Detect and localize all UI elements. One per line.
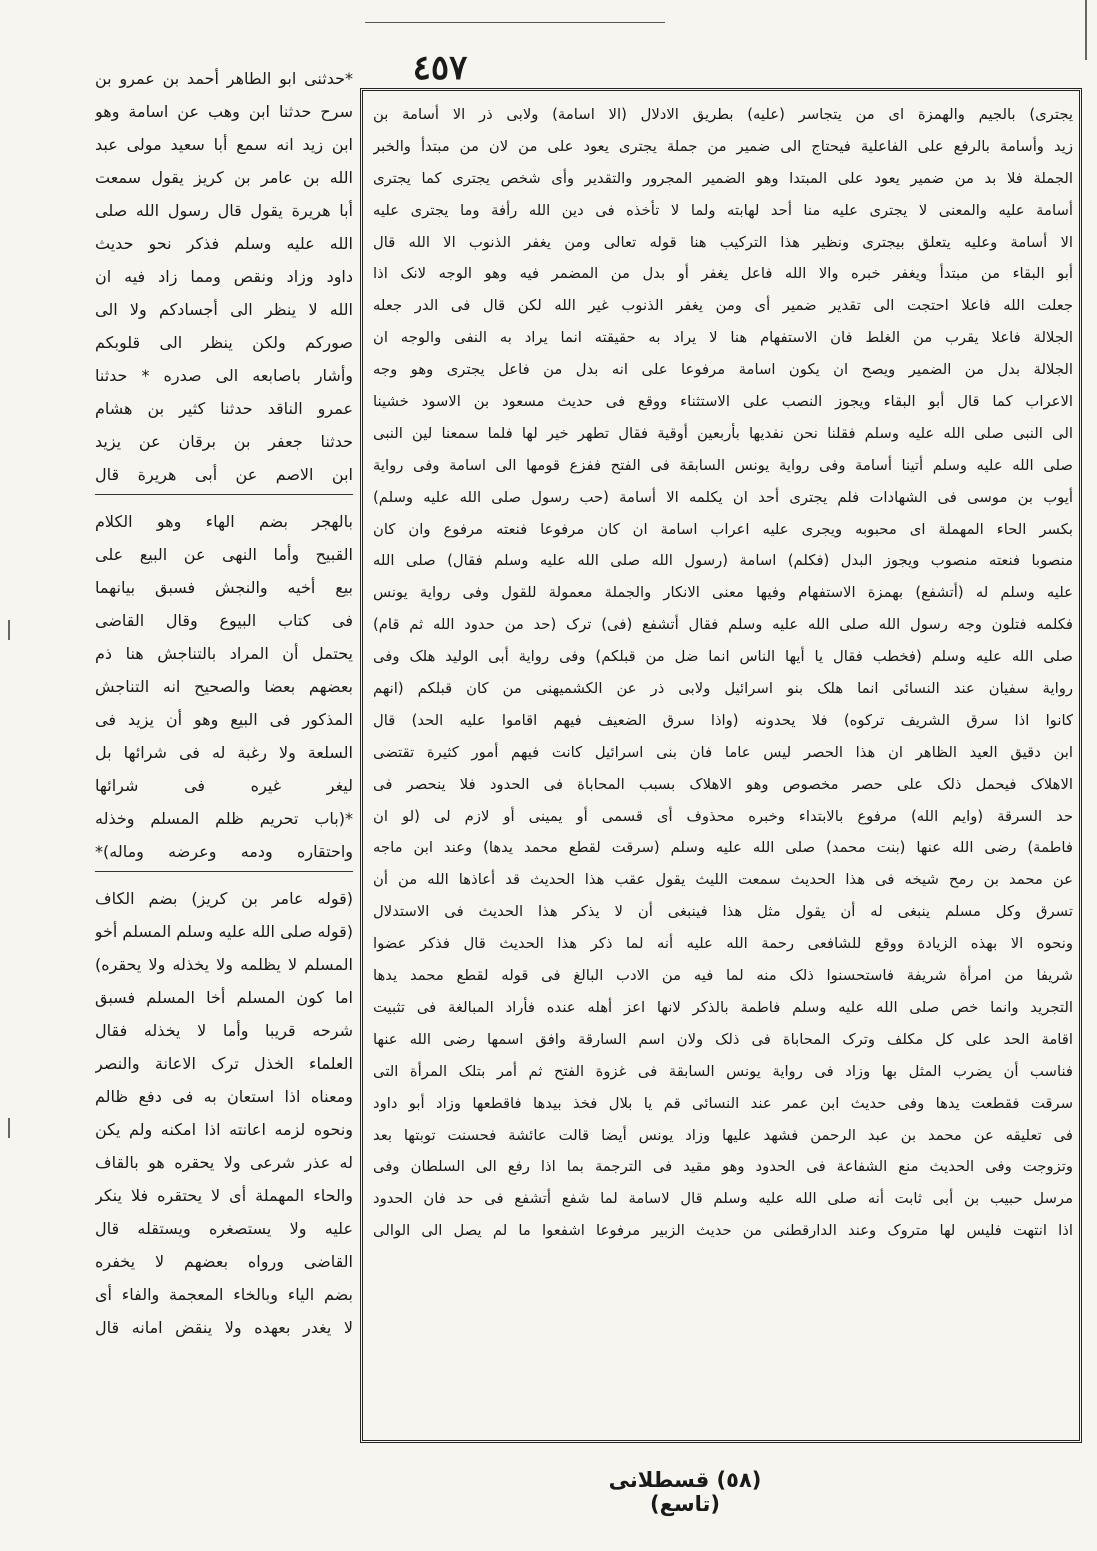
text-line: وتزوجت وفی الحدیث منع الشفاعة فی الحدود وهو مقید فی الترجمة بما اذا رفع الی السلطان وفی — [373, 1158, 1073, 1176]
left-divider — [95, 494, 353, 501]
left-block-commentary — [95, 505, 353, 868]
text-line: الله بن عامر بن کریز یقول سمعت — [95, 168, 353, 187]
main-column — [373, 99, 1073, 1434]
text-line: یجتری) بالجیم والهمزة ای من یتجاسر (علیه) بطریق الادلال (الا اسامة) ولابی ذر الا أسامة بن — [373, 106, 1073, 123]
left-divider — [95, 871, 353, 878]
text-line: *(باب تحریم ظلم المسلم وخذله — [95, 809, 353, 828]
text-line: الجلالة بدل من الضمیر ویصح ان یکون اسامة مرفوعا علی انه بدل من فاعل یجتری وهو وجه — [373, 361, 1073, 379]
text-line: فی کتاب البیوع وقال القاضی — [95, 611, 353, 630]
text-line: الی النبی صلی الله علیه وسلم فقلنا نحن نفدیها بأربعین أوقیة فقال تطهر خیر لها فلما سمعنا لین النبی — [373, 424, 1073, 442]
text-line: التجرید وانما خص صلی الله علیه وسلم فاطمة بالذکر لانها اعز أهله عنده فأراد المبالغة فی تثبیت — [373, 998, 1073, 1016]
text-line: (قوله عامر بن کریز) بضم الکاف — [95, 889, 353, 908]
text-line: الا أسامة وعلیه یتعلق بیجتری ونظیر هذا الترکیب هنا قوله تعالی ومن یغفر الذنوب الا الله قال — [373, 233, 1073, 251]
text-line: بیع أخیه والنجش فسبق بیانهما — [95, 578, 353, 597]
text-line: سرح حدثنا ابن وهب عن اسامة وهو — [95, 102, 353, 121]
text-line: الاعراب کما قال أبو البقاء ویجوز النصب علی الاستثناء ووقع فی حدیث مسعود بن الاسود خشینا — [373, 393, 1073, 411]
text-line: القاضی ورواه بعضهم لا یخفره — [95, 1252, 353, 1271]
text-line: سرقت فقطعت یدها وفی حدیث ابن عمر عند النسائی قم یا بلال فخذ بیدها فاقطعها وزاد أبو داود — [373, 1094, 1073, 1112]
text-line: *حدثنی ابو الطاهر أحمد بن عمرو بن — [95, 69, 353, 88]
text-line: ونحوه الا بهذه الزیادة ووقع للشافعی رحمة الله علیه أنه لما ذکر هذا الحدیث قال فذکر عضوا — [373, 935, 1073, 953]
text-line: داود وزاد ونقص ومما زاد فیه ان — [95, 267, 353, 286]
text-line: صلی الله علیه وسلم (فخطب فقال یا أیها الناس انما ضل من قبلکم) وفی روایة أبی الولید هلک وفی — [373, 648, 1073, 666]
text-line: لیغر غیره فی شرائها — [95, 776, 353, 795]
text-line: الله لا ینظر الی أجسادکم ولا الی — [95, 300, 353, 319]
left-column — [95, 62, 353, 1344]
text-line: صلی الله علیه وسلم أتینا أسامة وفی روایة یونس السابقة فی الفتح ففزع قومها الی اسامة وفی روایة — [373, 456, 1073, 474]
text-line: بضم الیاء وبالخاء المعجمة والفاء أی — [95, 1285, 353, 1304]
text-line: الله علیه وسلم فذکر نحو حدیث — [95, 234, 353, 253]
text-line: کانوا اذا سرق الشریف ترکوه) فلا یحدونه (واذا سرق الضعیف فیهم اقاموا علیه الحد) قال — [373, 711, 1073, 729]
text-line: الجلالة فاعلا یقرب من الغلط فان الاستفهام هنا لا یراد به حقیقته انما یراد به النفی والوجه ان — [373, 329, 1073, 347]
text-line: السلعة ولا رغبة له فی شرائها بل — [95, 743, 353, 762]
text-line: بعضهم بعضا والصحیح انه التناجش — [95, 677, 353, 696]
text-line: الجملة فلا بد من ضمیر یعود علی المبتدا وهو الضمیر المجرور والتقدیر وأی شخص یجتری کما یجتری — [373, 169, 1073, 187]
text-line: حدثنا جعفر بن برقان عن یزید — [95, 432, 353, 451]
text-line: فی تعلیقه عن محمد بن عبد الرحمن فشهد علیها وزاد یونس أیضا قالت عائشة فحسنت توبتها بعد — [373, 1126, 1073, 1144]
text-line: الاهلاک فیحمل ذلک علی حصر مخصوص وهو الاهلاک بسبب المحاباة فی الحدود فلا ینحصر فی — [373, 775, 1073, 793]
text-line: ونحوه لزمه اعانته اذا امکنه ولم یکن — [95, 1120, 353, 1139]
text-line: یحتمل أن المراد بالتناجش هنا ذم — [95, 644, 353, 663]
text-line: منصوبا فنعته منصوب ویجوز البدل (فکلم) اسامة (رسول الله صلی الله علیه وسلم فقال) صلی الله — [373, 552, 1073, 570]
text-line: فناسب أن یضرب المثل بها وزاد فی روایة یونس السابقة فی غزوة الفتح ثم أمر بتلک المرأة التی — [373, 1062, 1073, 1080]
margin-mark — [1085, 0, 1087, 60]
text-line: اقامة الحد علی کل مکلف وترک المحاباة فی ذلک ولان اسم السارقة وافق اسمها رضی الله عنها — [373, 1030, 1073, 1048]
margin-mark — [8, 1118, 10, 1138]
text-line: زید وأسامة بالرفع علی الفاعلیة فیحتاج الی ضمیر من جملة یجتری یعود علی من لان من مبتدأ والخبر — [373, 137, 1073, 155]
text-line: واحتقاره ودمه وعرضه وماله)* — [95, 842, 353, 861]
text-line: تسرق وکل مسلم ینبغی له أن یقول مثل هذا فینبغی أن لا یذکر هذا الحدیث فی الاستدلال — [373, 903, 1073, 921]
footer-signature: (٥٨) قسطلانی (تاسع) — [608, 1468, 762, 1516]
left-block-hadith — [95, 62, 353, 491]
text-line: له عذر شرعی ولا یحقره هو بالقاف — [95, 1153, 353, 1172]
text-line: اذا انتهت فلیس لها متروک وعند الدارقطنی من حدیث الزبیر مرفوعا اشفعوا ما لم یصل الی الوالی — [373, 1222, 1073, 1240]
text-line: شرحه قریبا وأما لا یخذله فقال — [95, 1021, 353, 1040]
text-line: مرسل حبیب بن أبی ثابت أنه صلی الله علیه وسلم قال لاسامة لما شفع أتشفع فی حد فان الحدود — [373, 1190, 1073, 1208]
text-line: عمرو الناقد حدثنا کثیر بن هشام — [95, 399, 353, 418]
text-line: أیوب بن موسی فی الشهادات فلم یجتری أحد ان یکلمه الا أسامة (حب رسول صلی الله علیه وسلم) — [373, 488, 1073, 506]
text-line: فکلمه فتلون وجه رسول الله صلی الله علیه وسلم فقال أتشفع (فی) ترک (حد من حدود الله ثم قام) — [373, 616, 1073, 634]
main-text-frame — [360, 88, 1082, 1443]
text-line: علیه ولا یستصغره ویستقله قال — [95, 1219, 353, 1238]
page-number: ٤٥٧ — [412, 48, 468, 88]
text-line: ابن زید انه سمع أبا سعید مولی عبد — [95, 135, 353, 154]
text-line: عن محمد بن رمح شیخه فی هذا الحدیث سمعت اللیث یقول عقب هذا الحدیث قد أعاذها الله من أن — [373, 871, 1073, 889]
text-line: بالهجر بضم الهاء وهو الکلام — [95, 512, 353, 531]
text-line: بکسر الحاء المهملة ای محبوبه ویجری علیه اعراب اسامة ان کان مرفوعا فنعته مرفوع وان کان — [373, 520, 1073, 538]
top-rule — [365, 22, 665, 23]
margin-mark — [8, 620, 10, 640]
text-line: العلماء الخذل ترک الاعانة والنصر — [95, 1054, 353, 1073]
left-block-commentary-2 — [95, 882, 353, 1344]
text-line: حد السرقة (وایم الله) مرفوع بالابتداء وخبره محذوف أی قسمی أو یمینی أو لازم لی (لو ان — [373, 807, 1073, 825]
text-line: ابن الاصم عن أبی هریرة قال — [95, 465, 353, 484]
text-line: علیه وسلم له (أتشفع) بهمزة الاستفهام وفیها معنی الانکار والجملة معمولة للقول وفی روایة یونس — [373, 584, 1073, 602]
text-line: ابن دقیق العید الظاهر ان هذا الحصر لیس عاما فان بنی اسرائیل کانت فیهم أمور کثیرة تقتضی — [373, 743, 1073, 761]
text-line: (قوله صلی الله علیه وسلم المسلم أخو — [95, 922, 353, 941]
text-line: جعلت الله فاعلا احتجت الی تقدیر ضمیر أی ومن یغفر الذنوب غیر الله لکن قال فی الدر جعله — [373, 297, 1073, 315]
text-line: أبو البقاء من مبتدأ ویغفر خبره والا الله فاعل یغفر أو بدل من المضمر فیه وهو الوجه لانک اذا — [373, 265, 1073, 283]
text-line: ومعناه اذا استعان به فی دفع ظالم — [95, 1087, 353, 1106]
text-line: صورکم ولکن ینظر الی قلوبکم — [95, 333, 353, 352]
text-line: فاطمة) رضی الله عنها (بنت محمد) صلی الله علیه وسلم (سرقت لقطع محمد یدها) وعند ابن ماجه — [373, 839, 1073, 857]
text-line: اما کون المسلم أخا المسلم فسبق — [95, 988, 353, 1007]
text-line: وأشار باصابعه الی صدره * حدثنا — [95, 366, 353, 385]
text-line: لا یغدر بعهده ولا ینقض امانه قال — [95, 1318, 353, 1337]
text-line: المسلم لا یظلمه ولا یخذله ولا یحقره) — [95, 955, 353, 974]
text-line: أسامة علیه والمعنی لا یجتری علیه منا أحد لهابته ولما لا تأخذه فی دین الله رأفة وما یجتری علیه — [373, 201, 1073, 219]
text-line: المذکور فی البیع وهو أن یزید فی — [95, 710, 353, 729]
text-line: القبیح وأما النهی عن البیع علی — [95, 545, 353, 564]
text-line: روایة سفیان عند النسائی انما هلک بنو اسرائیل ولابی ذر عن الکشمیهنی من کان قبلکم (انهم — [373, 680, 1073, 698]
text-line: شریفا من امرأة شریفة فاستحسنوا ذلک منه لما فیه من الادب البالغ فی قوله لقطع محمد یدها — [373, 967, 1073, 985]
text-line: أبا هریرة یقول قال رسول الله صلی — [95, 201, 353, 220]
text-line: والحاء المهملة أی لا یحتقره فلا ینکر — [95, 1186, 353, 1205]
